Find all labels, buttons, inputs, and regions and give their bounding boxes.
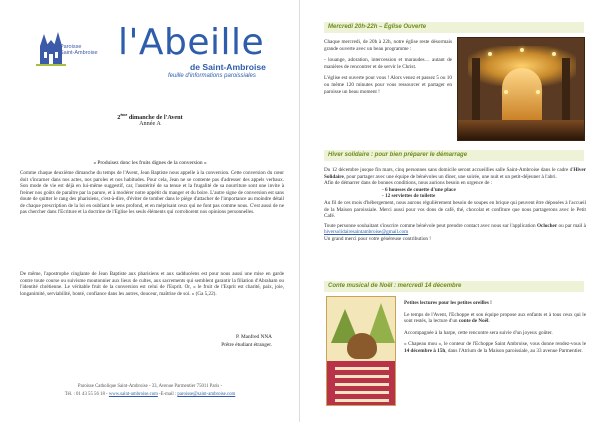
winter-paragraph-2: Afin de démarrer dans de bonnes conditions, nous aurions besoin en urgence de : xyxy=(324,180,493,187)
event-date: 14 décembre à 15h xyxy=(404,347,446,354)
church-interior-photo xyxy=(457,37,585,141)
needs-item-1: - 6 housses de couette d'une place xyxy=(382,186,456,193)
newsletter-tagline: feuille d'informations paroissiales xyxy=(168,73,256,79)
newsletter-title: l'Abeille xyxy=(118,22,265,63)
christmas-p3-start: « Chapeau mou », le conteur de l'Echoppe Saint Ambroise, vous donne rendez-vous le xyxy=(404,341,586,348)
author-name: P. Manfred NNA xyxy=(235,334,272,340)
christmas-tale-heading: Petites lectures pour les petites oreilles ! xyxy=(404,300,492,306)
newsletter-right-page xyxy=(300,0,600,422)
christmas-p1-start: Le temps de l'Avent, l'Echoppe et son équipe propose aux enfants et à tous ceux qui le sont restés, la lecture d'un xyxy=(404,311,586,325)
footer-address: Paroisse Catholique Saint-Ambroise - 33, Avenue Parmentier 75011 Paris - xyxy=(77,384,223,389)
winter-email-link[interactable]: hiversolidairesaintambroise@gmail.com xyxy=(324,229,409,236)
winter-paragraph-1 xyxy=(324,167,586,180)
winter-paragraph-5: Un grand merci pour votre généreuse contribution ! xyxy=(324,235,432,242)
section-title-open-church: Mercredi 20h-22h – Église Ouverte xyxy=(324,22,584,33)
winter-paragraph-4 xyxy=(324,223,586,236)
footer-email-label: -E-mail : xyxy=(157,392,178,397)
christmas-tale-poster xyxy=(326,296,396,406)
winter-solidarity-text xyxy=(324,167,586,243)
winter-p4-mid: ou par mail à xyxy=(557,222,586,229)
christmas-p1-end: . xyxy=(488,318,490,325)
needs-item-2: - 12 serviettes de toilette xyxy=(382,193,436,200)
open-church-paragraph-1: Chaque mercredi, de 20h à 22h, notre église reste désormais grande ouverte avec un beau programme : xyxy=(324,39,452,52)
website-link[interactable]: www.saint-ambroise.com xyxy=(108,392,158,397)
christmas-p3-end: , dans l'Atrium de la Maison paroissiale, au 33 avenue Parmentier. xyxy=(445,347,583,354)
newsletter-subtitle: de Saint-Ambroise xyxy=(190,62,266,72)
open-church-paragraph-3: L'église est ouverte pour vous ! Alors venez et passez 5 ou 10 ou même 120 minutes pour vous ressourcer et partager en paroisse un beau moment ! xyxy=(324,75,452,95)
homily-paragraph-2: De même, l'apostrophe cinglante de Jean Baptiste aux pharisiens et aux sadducéens est pour nous aussi une mise en garde contre toute course ou suivisme moutonnier aux lieux de cultes, aux sacrements qui semblent garantir la filiation d'Abraham ou l'identité chrétienne. Le véritable fruit de la conversion est celui de l'Esprit. Or, « le fruit de l'Esprit est charité, paix, joie, longanimité, serviabilité, bonté, confiance dans les autres, douceur, maîtrise de soi. » (Ga 5,22). xyxy=(20,271,284,297)
footer-contact xyxy=(0,392,300,398)
winter-p1-end: , pour partager avec une équipe de bénévoles un dîner, une soirée, une nuit et un petit-déjeuner à l'abri. xyxy=(343,173,557,180)
homily-title: « Produisez donc les fruits dignes de la conversion » xyxy=(93,160,207,166)
logo-line-2: Saint-Ambroise xyxy=(60,50,98,56)
app-name: Oclocher xyxy=(536,222,558,229)
winter-program-name: Hiver Solidaire xyxy=(324,167,586,180)
sunday-label: dimanche de l'Avent xyxy=(127,114,183,122)
christmas-tale-name: conte de Noël xyxy=(458,318,489,325)
christmas-tale-text xyxy=(404,300,586,355)
section-title-winter-solidarity: Hiver solidaire : pour bien préparer le démarrage xyxy=(324,150,584,161)
section-title-christmas-tale: Conte musical de Noël : mercredi 14 décembre xyxy=(324,281,584,292)
sunday-suffix: ème xyxy=(120,112,128,117)
email-link[interactable]: paroisse@saint-ambroise.com xyxy=(177,392,236,397)
author-role: Prêtre étudiant étranger. xyxy=(221,342,272,348)
sunday-number: 2 xyxy=(117,114,121,122)
open-church-paragraph-2: - louange, adoration, intercession et maraudes… autant de manières de rencontrer et de servir le Christ. xyxy=(324,57,452,70)
footer-phone: Tél. : 01 43 55 56 18 - xyxy=(64,392,109,397)
homily-paragraph-1: Comme chaque deuxième dimanche du temps de l'Avent, Jean Baptiste nous appelle à la conversion. Cette conversion du cœur doit s'incarner dans nos actes, nos paroles et nos habitudes. Pour cela, Jean ne se contente pas d'adresser des appels verbaux. Son mode de vie est déjà en lui-même suggestif, car, l'austérité de sa tenue et la frugalité de sa nourriture sont une invite à freiner nos goûts de paraître par la parure, et à modérer notre appétit du manger et du boire. L'autre signe de conversion est sans doute de quitter le rang des pharisiens, c'est-à-dire, d'éviter de tomber dans le piège d'attacher de l'importance au moindre détail de chaque prescription de la loi en oubliant le sens profond, et en méprisant ceux qui ne font pas comme nous. C'est aussi de ne pas chercher dans l'Ecriture et la doctrine de l'Eglise les seuls éléments qui corroborent nos opinions personnelles. xyxy=(20,170,284,216)
logo-line-1: Paroisse xyxy=(60,44,82,50)
open-church-text xyxy=(324,39,452,95)
christmas-paragraph-1 xyxy=(404,312,586,325)
parish-logo-text xyxy=(60,44,98,56)
christmas-paragraph-2: Accompagnée à la harpe, cette rencontre sera suivie d'un joyeux goûter. xyxy=(404,329,553,336)
liturgical-year: Année A xyxy=(139,120,161,127)
christmas-paragraph-3 xyxy=(404,341,586,354)
winter-p1-start: Du 12 décembre jusque fin mars, cinq personnes sans domicile seront accueillies salle Saint-Ambroise dans le cadre d' xyxy=(324,167,574,173)
winter-p4-start: Toute personne souhaitant s'inscrire comme bénévole peut prendre contact avec nous sur l'application xyxy=(324,222,537,229)
winter-paragraph-3: Au fil de ces mois d'hébergement, nous aurons régulièrement besoin de soupes en brique qui peuvent être déposées à l'accueil de la Maison paroissiale. Merci aussi pour vos dons de café, thé, chocolat et confiture que nous partagerons avec le Petit Café. xyxy=(324,199,586,220)
